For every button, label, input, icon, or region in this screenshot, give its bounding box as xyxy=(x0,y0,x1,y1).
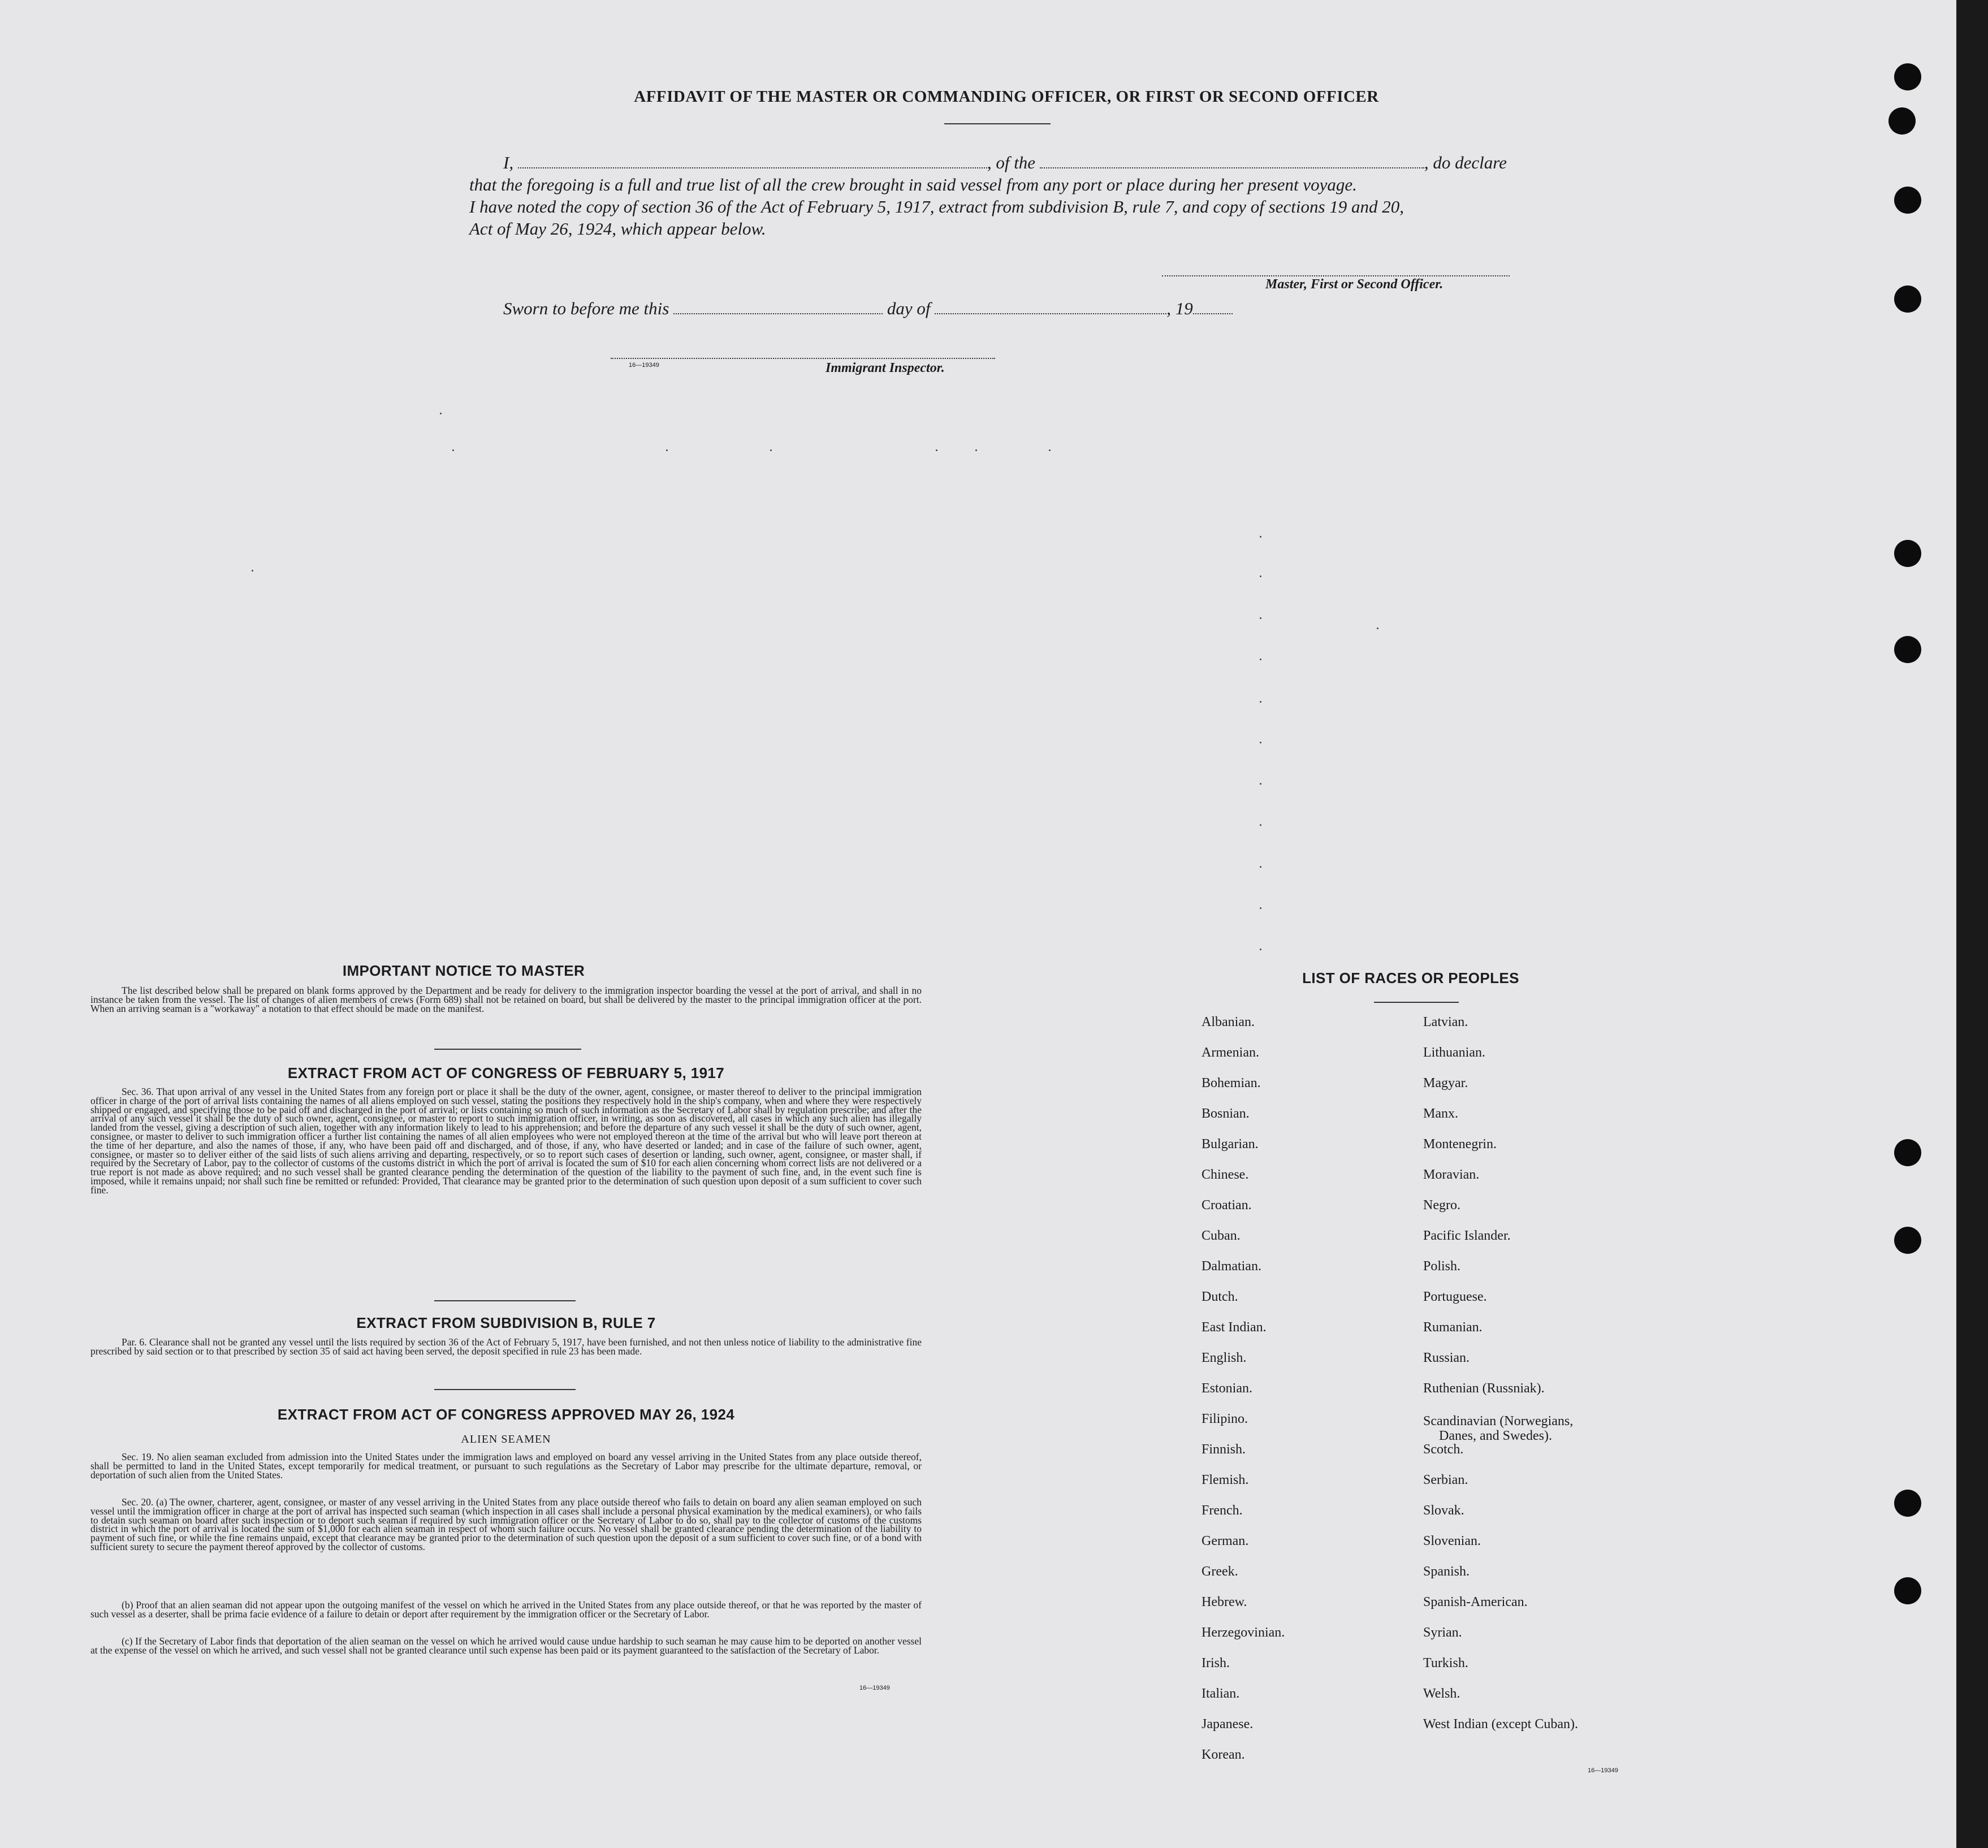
sworn-day-blank[interactable] xyxy=(673,300,883,314)
race-item: Dutch. xyxy=(1202,1289,1238,1304)
punch-hole xyxy=(1894,636,1921,663)
speck xyxy=(252,570,253,572)
race-item: Turkish. xyxy=(1423,1656,1468,1670)
divider xyxy=(434,1389,576,1390)
notice-heading: IMPORTANT NOTICE TO MASTER xyxy=(342,962,585,979)
sec-20a-text: Sec. 20. (a) The owner, charterer, agent, consignee, or master of any vessel arriving in the United States from any place outside thereof who fails to detain on board any alien seaman employed on such vessel until the immigration officer in charge at the port of arrival has inspected such seaman (which inspection in all cases shall include a personal physical examination by the medical examiners), or who fails to detain such seaman on board after such inspection or to deport such seaman if required by such immigration officer or the Secretary of Labor to do so, shall pay to the collector of customs of the customs district in which the port of arrival is located the sum of $1,000 for each alien seaman in respect of whom such failure occurs. No vessel shall be granted clearance pending the determination of the liability to payment of such fine, or while the fine remains unpaid, except that clearance may be granted prior to the determination of such question upon the deposit of a sum sufficient to cover such fine, or of a bond with sufficient surety to secure the payment thereof approved by the collector of customs. xyxy=(90,1496,922,1552)
divider xyxy=(434,1300,576,1301)
sworn-year-blank[interactable] xyxy=(1193,300,1233,314)
speck xyxy=(1260,617,1261,619)
name-blank[interactable] xyxy=(518,154,987,168)
race-item: Filipino. xyxy=(1202,1412,1248,1426)
race-item: Scandinavian (Norwegians, xyxy=(1423,1414,1574,1429)
speck xyxy=(452,449,454,451)
rule-7-text: Par. 6. Clearance shall not be granted any vessel until the lists required by section 36 of the Act of February 5, 1917, have been furnished, and not then unless notice of liability to the administrative fine prescribed by said section or to that prescribed by section 35 of said act having been served, the deposit specified in rule 23 has been made. xyxy=(90,1336,922,1357)
affidavit-title: AFFIDAVIT OF THE MASTER OR COMMANDING OFFICER, OR FIRST OR SECOND OFFICER xyxy=(634,88,1379,106)
speck xyxy=(1049,449,1051,451)
race-item: Negro. xyxy=(1423,1198,1460,1213)
punch-hole xyxy=(1894,1577,1921,1604)
race-item: Korean. xyxy=(1202,1747,1245,1762)
sworn-line xyxy=(503,298,1233,319)
race-item: Estonian. xyxy=(1202,1381,1252,1396)
race-item: Serbian. xyxy=(1423,1473,1468,1487)
form-number: 16—19349 xyxy=(629,362,659,369)
race-item: Scotch. xyxy=(1423,1442,1464,1457)
race-item: Spanish-American. xyxy=(1423,1595,1528,1609)
race-item: Herzegovinian. xyxy=(1202,1625,1285,1640)
race-item: Lithuanian. xyxy=(1423,1045,1485,1060)
affidavit-line-4: Act of May 26, 1924, which appear below. xyxy=(469,219,766,239)
race-item: Moravian. xyxy=(1423,1167,1480,1182)
punch-hole xyxy=(1894,1227,1921,1254)
divider xyxy=(434,1049,581,1050)
form-number: 16—19349 xyxy=(859,1685,890,1691)
races-heading: LIST OF RACES OR PEOPLES xyxy=(1302,970,1519,986)
race-item: English. xyxy=(1202,1351,1247,1365)
race-item: Syrian. xyxy=(1423,1625,1462,1640)
affidavit-do-declare: , do declare xyxy=(1424,153,1507,172)
speck xyxy=(440,413,442,414)
punch-hole xyxy=(1894,187,1921,214)
race-item: Latvian. xyxy=(1423,1015,1468,1029)
speck xyxy=(1260,659,1261,660)
race-item: Cuban. xyxy=(1202,1228,1241,1243)
race-item: Portuguese. xyxy=(1423,1289,1487,1304)
race-item: Pacific Islander. xyxy=(1423,1228,1511,1243)
race-item: Ruthenian (Russniak). xyxy=(1423,1381,1545,1396)
race-item: Slovenian. xyxy=(1423,1534,1481,1548)
sworn-year-prefix: , 19 xyxy=(1166,298,1193,318)
race-item: French. xyxy=(1202,1503,1243,1518)
speck xyxy=(975,449,977,451)
race-item: Italian. xyxy=(1202,1686,1240,1701)
race-item: Magyar. xyxy=(1423,1076,1468,1090)
race-item: East Indian. xyxy=(1202,1320,1267,1335)
speck xyxy=(1260,536,1261,538)
speck xyxy=(1260,575,1261,577)
race-item: Danes, and Swedes). xyxy=(1439,1429,1552,1443)
race-item: Hebrew. xyxy=(1202,1595,1247,1609)
race-item: Greek. xyxy=(1202,1564,1238,1579)
inspector-label: Immigrant Inspector. xyxy=(826,361,945,375)
punch-hole xyxy=(1894,1139,1921,1166)
speck xyxy=(1260,866,1261,868)
race-item: Armenian. xyxy=(1202,1045,1259,1060)
speck xyxy=(1260,949,1261,950)
race-item: Welsh. xyxy=(1423,1686,1460,1701)
race-item: Dalmatian. xyxy=(1202,1259,1261,1274)
race-item: German. xyxy=(1202,1534,1249,1548)
speck xyxy=(1260,783,1261,785)
affidavit-line-2: that the foregoing is a full and true list of all the crew brought in said vessel from any port or place during her present voyage. xyxy=(469,175,1357,194)
vessel-blank[interactable] xyxy=(1040,154,1424,168)
race-item: Manx. xyxy=(1423,1106,1458,1121)
sec-20b-text: (b) Proof that an alien seaman did not appear upon the outgoing manifest of the vessel on which he arrived in the United States from any place outside thereof, or that he was reported by the master of such vessel as a deserter, shall be prima facie evidence of a failure to detain or deport after requirement by the immigration officer or the Secretary of Labor. xyxy=(90,1599,922,1620)
race-item: Albanian. xyxy=(1202,1015,1255,1029)
sworn-month-blank[interactable] xyxy=(935,300,1166,314)
affidavit-of-the: , of the xyxy=(987,153,1036,172)
punch-hole xyxy=(1894,540,1921,567)
affidavit-i: I, xyxy=(503,153,514,172)
punch-hole xyxy=(1894,63,1921,90)
race-item: Montenegrin. xyxy=(1423,1137,1497,1152)
master-signature-line[interactable] xyxy=(1162,275,1510,276)
speck xyxy=(666,449,668,451)
sworn-text: Sworn to before me this xyxy=(503,298,669,318)
race-item: Croatian. xyxy=(1202,1198,1252,1213)
speck xyxy=(1260,907,1261,909)
race-item: Bulgarian. xyxy=(1202,1137,1259,1152)
extract-1917-heading: EXTRACT FROM ACT OF CONGRESS OF FEBRUARY 5, 1917 xyxy=(287,1064,725,1081)
race-item: Slovak. xyxy=(1423,1503,1464,1518)
punch-hole xyxy=(1888,107,1916,135)
sec-19-text: Sec. 19. No alien seaman excluded from admission into the United States under the immigration laws and employed on board any vessel arriving in the United States from any place outside thereof, shall be permitted to land in the United States, except temporarily for medical treatment, or pursuant to such regulations as the Secretary of Labor may prescribe for the ultimate departure, removal, or deportation of such alien from the United States. xyxy=(90,1451,922,1481)
punch-hole xyxy=(1894,1490,1921,1517)
race-item: Finnish. xyxy=(1202,1442,1246,1457)
affidavit-text xyxy=(469,152,1538,240)
speck xyxy=(1260,824,1261,826)
race-item: Rumanian. xyxy=(1423,1320,1483,1335)
affidavit-line-3: I have noted the copy of section 36 of the Act of February 5, 1917, extract from subdivision B, rule 7, and copy of sections 19 and 20, xyxy=(469,197,1404,217)
race-item: Japanese. xyxy=(1202,1717,1254,1732)
race-item: Russian. xyxy=(1423,1351,1470,1365)
rule-7-heading: EXTRACT FROM SUBDIVISION B, RULE 7 xyxy=(356,1314,656,1331)
race-item: Chinese. xyxy=(1202,1167,1249,1182)
extract-1924-heading: EXTRACT FROM ACT OF CONGRESS APPROVED MAY 26, 1924 xyxy=(277,1406,735,1423)
speck xyxy=(1260,742,1261,743)
race-item: Bosnian. xyxy=(1202,1106,1250,1121)
race-item: Spanish. xyxy=(1423,1564,1470,1579)
notice-text: The list described below shall be prepared on blank forms approved by the Department and be ready for delivery to the immigration inspector boarding the vessel at the port of arrival, and shall in no instance be taken from the vessel. The list of changes of alien members of crews (Form 689) shall not be retained on board, but shall be delivered by the master to the principal immigration officer at the port. When an arriving seaman is a "workaway" a notation to that effect should be made on the manifest. xyxy=(90,985,922,1014)
divider xyxy=(944,123,1051,124)
divider xyxy=(1374,1002,1459,1003)
master-label: Master, First or Second Officer. xyxy=(1265,277,1444,292)
speck xyxy=(936,449,937,451)
alien-seamen-heading: ALIEN SEAMEN xyxy=(461,1433,551,1445)
extract-1917-text: Sec. 36. That upon arrival of any vessel in the United States from any foreign port or place it shall be the duty of the owner, agent, consignee, or master thereof to deliver to the principal immigration officer in charge of the port of arrival lists containing the names of all aliens employed on such vessel, stating the positions they respectively hold in the ship's company, when and where they were respectively shipped or engaged, and specifying those to be paid off and discharged in the port of arrival; or lists containing so much of such information as the Secretary of Labor shall by regulation prescribe; and after the arrival of any such vessel it shall be the duty of such owner, agent, consignee, or master to report to such immigration officer, in writing, as soon as discovered, all cases in which any such alien has illegally landed from the vessel, giving a description of such alien, together with any information likely to lead to his apprehension; and before the departure of any such vessel it shall be the duty of such owner, agent, consignee, or master to deliver to such immigration officer a further list containing the names of all alien employees who were not employed thereon at the time of the arrival but who will leave port thereon at the time of her departure, and also the names of those, if any, who have been paid off and discharged, and of those, if any, who have deserted or landed; and in case of the failure of such owner, agent, consignee, or master so to deliver either of the said lists of such aliens arriving and departing, respectively, or so to report such cases of desertion or landing, such owner, agent, consignee, or master shall, if required by the Secretary of Labor, pay to the collector of customs of the customs district in which the port of arrival is located the sum of $10 for each alien concerning whom correct lists are not delivered or a true report is not made as above required; and no such vessel shall be granted clearance pending the determination of the question of the liability to the payment of such fine, and, in the event such fine is imposed, while it remains unpaid; nor shall such fine be remitted or refunded: Provided, That clearance may be granted prior to the determination of such question upon deposit of a sum sufficient to cover such fine. xyxy=(90,1086,922,1196)
race-item: Polish. xyxy=(1423,1259,1461,1274)
form-number: 16—19349 xyxy=(1588,1767,1618,1774)
inspector-signature-line[interactable] xyxy=(611,358,995,359)
speck xyxy=(1260,701,1261,703)
race-item: Bohemian. xyxy=(1202,1076,1261,1090)
race-item: Flemish. xyxy=(1202,1473,1249,1487)
sworn-day-of: day of xyxy=(887,298,931,318)
speck xyxy=(1377,627,1378,629)
race-item: Irish. xyxy=(1202,1656,1230,1670)
sec-20c-text: (c) If the Secretary of Labor finds that deportation of the alien seaman on the vessel on which he arrived would cause undue hardship to such seaman he may cause him to be deported on another vessel at the expense of the vessel on which he arrived, and such vessel shall not be granted clearance until such expense has been paid or its payment guaranteed to the satisfaction of the Secretary of Labor. xyxy=(90,1635,922,1656)
race-item: West Indian (except Cuban). xyxy=(1423,1717,1578,1732)
punch-hole xyxy=(1894,285,1921,313)
speck xyxy=(770,449,772,451)
